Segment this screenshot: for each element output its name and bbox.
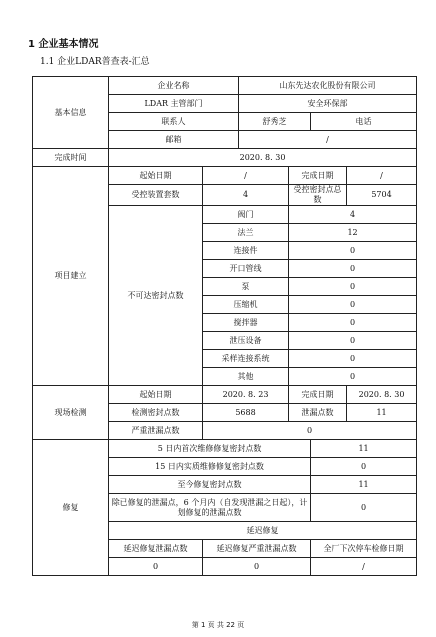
company-name-value: 山东先达农化股份有限公司 — [239, 77, 417, 95]
sealing-points-label: 受控密封点总数 — [289, 185, 347, 206]
component-label: 阀门 — [203, 206, 289, 224]
detected-points-value: 5688 — [203, 404, 289, 422]
field-end-label: 完成日期 — [289, 386, 347, 404]
component-value: 0 — [289, 368, 417, 386]
actual-repair-15d-value: 0 — [311, 458, 417, 476]
completion-time-value: 2020. 8. 30 — [109, 149, 417, 167]
sealing-points-value: 5704 — [347, 185, 417, 206]
devices-label: 受控装置套数 — [109, 185, 203, 206]
delayed-leak-label: 延迟修复泄漏点数 — [109, 540, 203, 558]
component-value: 0 — [289, 350, 417, 368]
next-shutdown-label: 全厂下次停车检修日期 — [311, 540, 417, 558]
severe-leak-value: 0 — [203, 422, 417, 440]
ldar-dept-value: 安全环保部 — [239, 95, 417, 113]
project-setup-header: 项目建立 — [33, 167, 109, 386]
component-value: 0 — [289, 260, 417, 278]
project-start-value: / — [203, 167, 289, 185]
component-label: 采样连接系统 — [203, 350, 289, 368]
page-footer: 第 1 页 共 22 页 — [191, 621, 245, 629]
project-start-label: 起始日期 — [109, 167, 203, 185]
delayed-severe-value: 0 — [203, 558, 311, 576]
completion-time-label: 完成时间 — [33, 149, 109, 167]
actual-repair-15d-label: 15 日内实质维修修复密封点数 — [109, 458, 311, 476]
basic-info-header: 基本信息 — [33, 77, 109, 149]
planned-repair-value: 0 — [311, 494, 417, 522]
field-start-label: 起始日期 — [109, 386, 203, 404]
component-value: 0 — [289, 242, 417, 260]
contact-label: 联系人 — [109, 113, 239, 131]
field-start-value: 2020. 8. 23 — [203, 386, 289, 404]
planned-repair-label: 除已修复的泄漏点，6 个月内（自发现泄漏之日起），计划修复的泄漏点数 — [109, 494, 311, 522]
first-repair-5d-value: 11 — [311, 440, 417, 458]
component-label: 开口管线 — [203, 260, 289, 278]
subsection-heading: 1.1 企业LDAR普查表-汇总 — [40, 57, 150, 67]
component-label: 泄压设备 — [203, 332, 289, 350]
component-label: 泵 — [203, 278, 289, 296]
field-end-value: 2020. 8. 30 — [347, 386, 417, 404]
ldar-dept-label: LDAR 主管部门 — [109, 95, 239, 113]
total-repaired-label: 至今修复密封点数 — [109, 476, 311, 494]
delayed-leak-value: 0 — [109, 558, 203, 576]
company-name-label: 企业名称 — [109, 77, 239, 95]
leak-points-label: 泄漏点数 — [289, 404, 347, 422]
email-label: 邮箱 — [109, 131, 239, 149]
devices-value: 4 — [203, 185, 289, 206]
delayed-repair-title: 延迟修复 — [109, 522, 417, 540]
component-value: 4 — [289, 206, 417, 224]
severe-leak-label: 严重泄漏点数 — [109, 422, 203, 440]
component-label: 其他 — [203, 368, 289, 386]
component-label: 法兰 — [203, 224, 289, 242]
field-detection-header: 现场检测 — [33, 386, 109, 440]
detected-points-label: 检测密封点数 — [109, 404, 203, 422]
project-end-value: / — [347, 167, 417, 185]
component-value: 0 — [289, 314, 417, 332]
contact-value: 舒秀芝 — [239, 113, 311, 131]
ldar-summary-table — [32, 76, 417, 576]
component-value: 0 — [289, 296, 417, 314]
total-repaired-value: 11 — [311, 476, 417, 494]
component-label: 压缩机 — [203, 296, 289, 314]
inaccessible-points-label: 不可达密封点数 — [109, 206, 203, 386]
component-label: 搅拌器 — [203, 314, 289, 332]
next-shutdown-value: / — [311, 558, 417, 576]
component-label: 连接件 — [203, 242, 289, 260]
section-heading: 1 企业基本情况 — [28, 39, 99, 50]
repair-header: 修复 — [33, 440, 109, 576]
component-value: 0 — [289, 332, 417, 350]
component-value: 0 — [289, 278, 417, 296]
phone-label: 电话 — [311, 113, 417, 131]
component-value: 12 — [289, 224, 417, 242]
project-end-label: 完成日期 — [289, 167, 347, 185]
email-value: / — [239, 131, 417, 149]
first-repair-5d-label: 5 日内首次维修修复密封点数 — [109, 440, 311, 458]
delayed-severe-label: 延迟修复严重泄漏点数 — [203, 540, 311, 558]
leak-points-value: 11 — [347, 404, 417, 422]
